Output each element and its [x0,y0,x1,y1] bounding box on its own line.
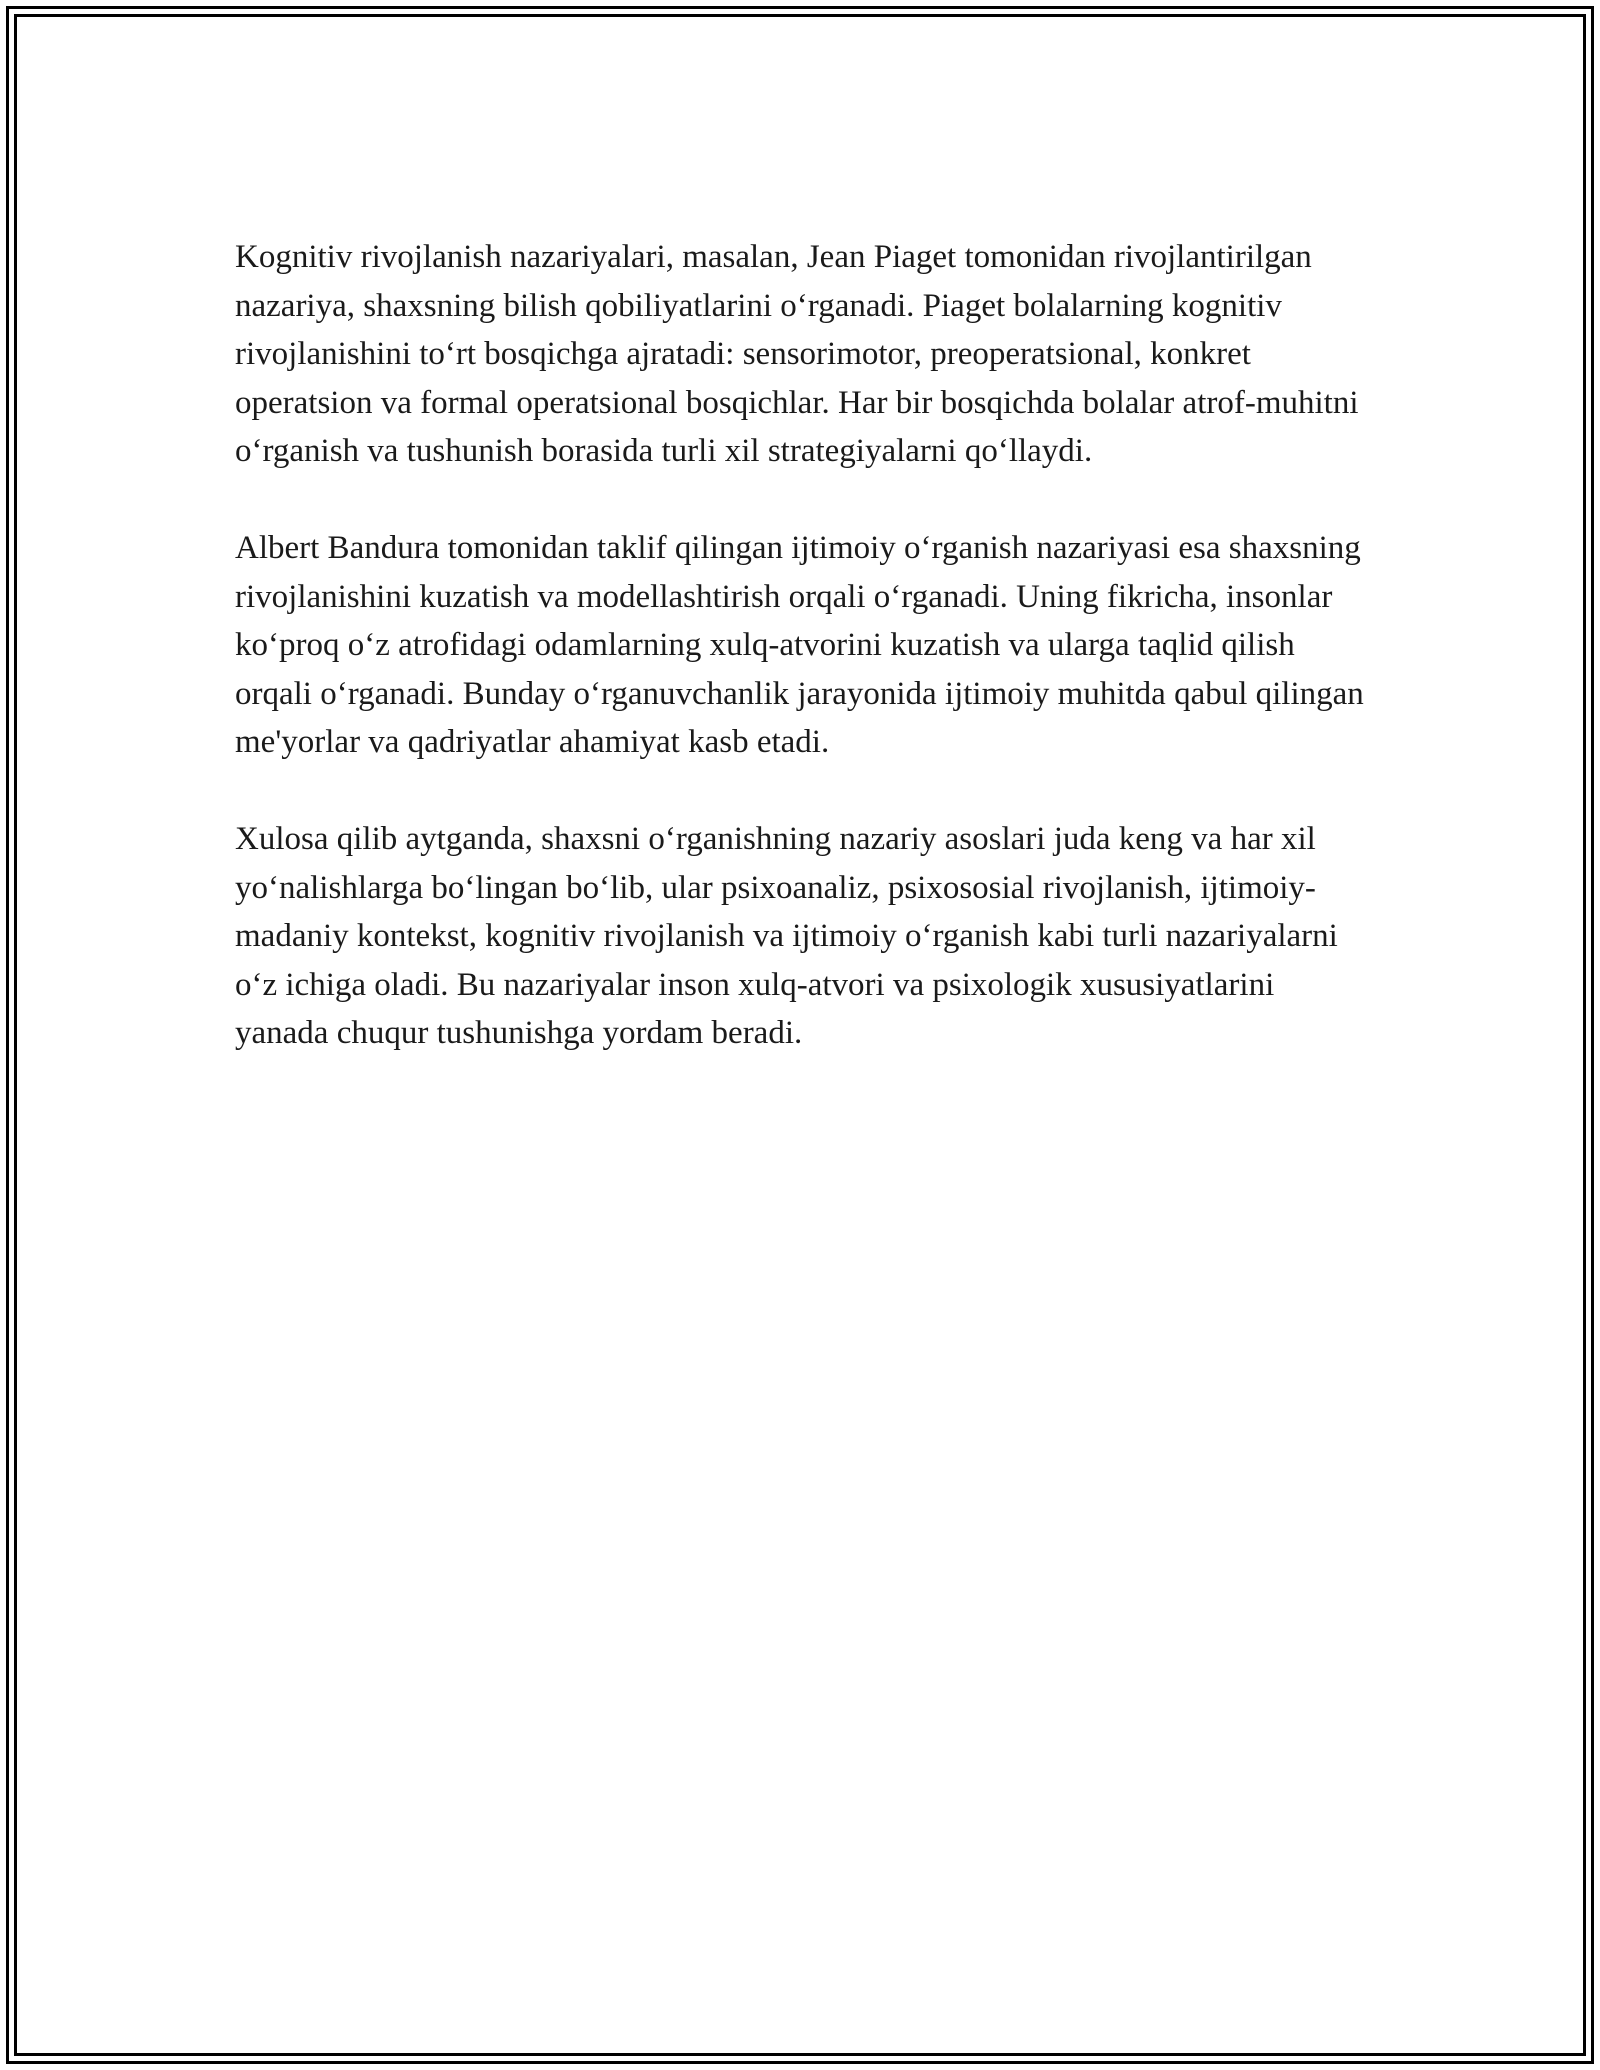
paragraph-conclusion: Xulosa qilib aytganda, shaxsni o‘rganishning nazariy asoslari juda keng va har xil yo‘nalishlarga bo‘lingan bo‘lib, ular psixoanaliz, psixososial rivojlanish, ijtimoiy-madaniy kontekst, kognitiv rivojlanish va ijtimoiy o‘rganish kabi turli nazariyalarni o‘z ichiga oladi. Bu nazariyalar inson xulq-atvori va psixologik xususiyatlarini yanada chuqur tushunishga yordam beradi. [235,821,1338,1051]
document-body [235,233,1373,1058]
paragraph-bandura: Albert Bandura tomonidan taklif qilingan ijtimoiy o‘rganish nazariyasi esa shaxsning rivojlanishini kuzatish va modellashtirish orqali o‘rganadi. Uning fikricha, insonlar ko‘proq o‘z atrofidagi odamlarning xulq-atvorini kuzatish va ularga taqlid qilish orqali o‘rganadi. Bunday o‘rganuvchanlik jarayonida ijtimoiy muhitda qabul qilingan me'yorlar va qadriyatlar ahamiyat kasb etadi. [235,530,1364,760]
paragraph-piaget: Kognitiv rivojlanish nazariyalari, masalan, Jean Piaget tomonidan rivojlantirilgan nazariya, shaxsning bilish qobiliyatlarini o‘rganadi. Piaget bolalarning kognitiv rivojlanishini to‘rt bosqichga ajratadi: sensorimotor, preoperatsional, konkret operatsion va formal operatsional bosqichlar. Har bir bosqichda bolalar atrof-muhitni o‘rganish va tushunish borasida turli xil strategiyalarni qo‘llaydi. [235,239,1359,469]
